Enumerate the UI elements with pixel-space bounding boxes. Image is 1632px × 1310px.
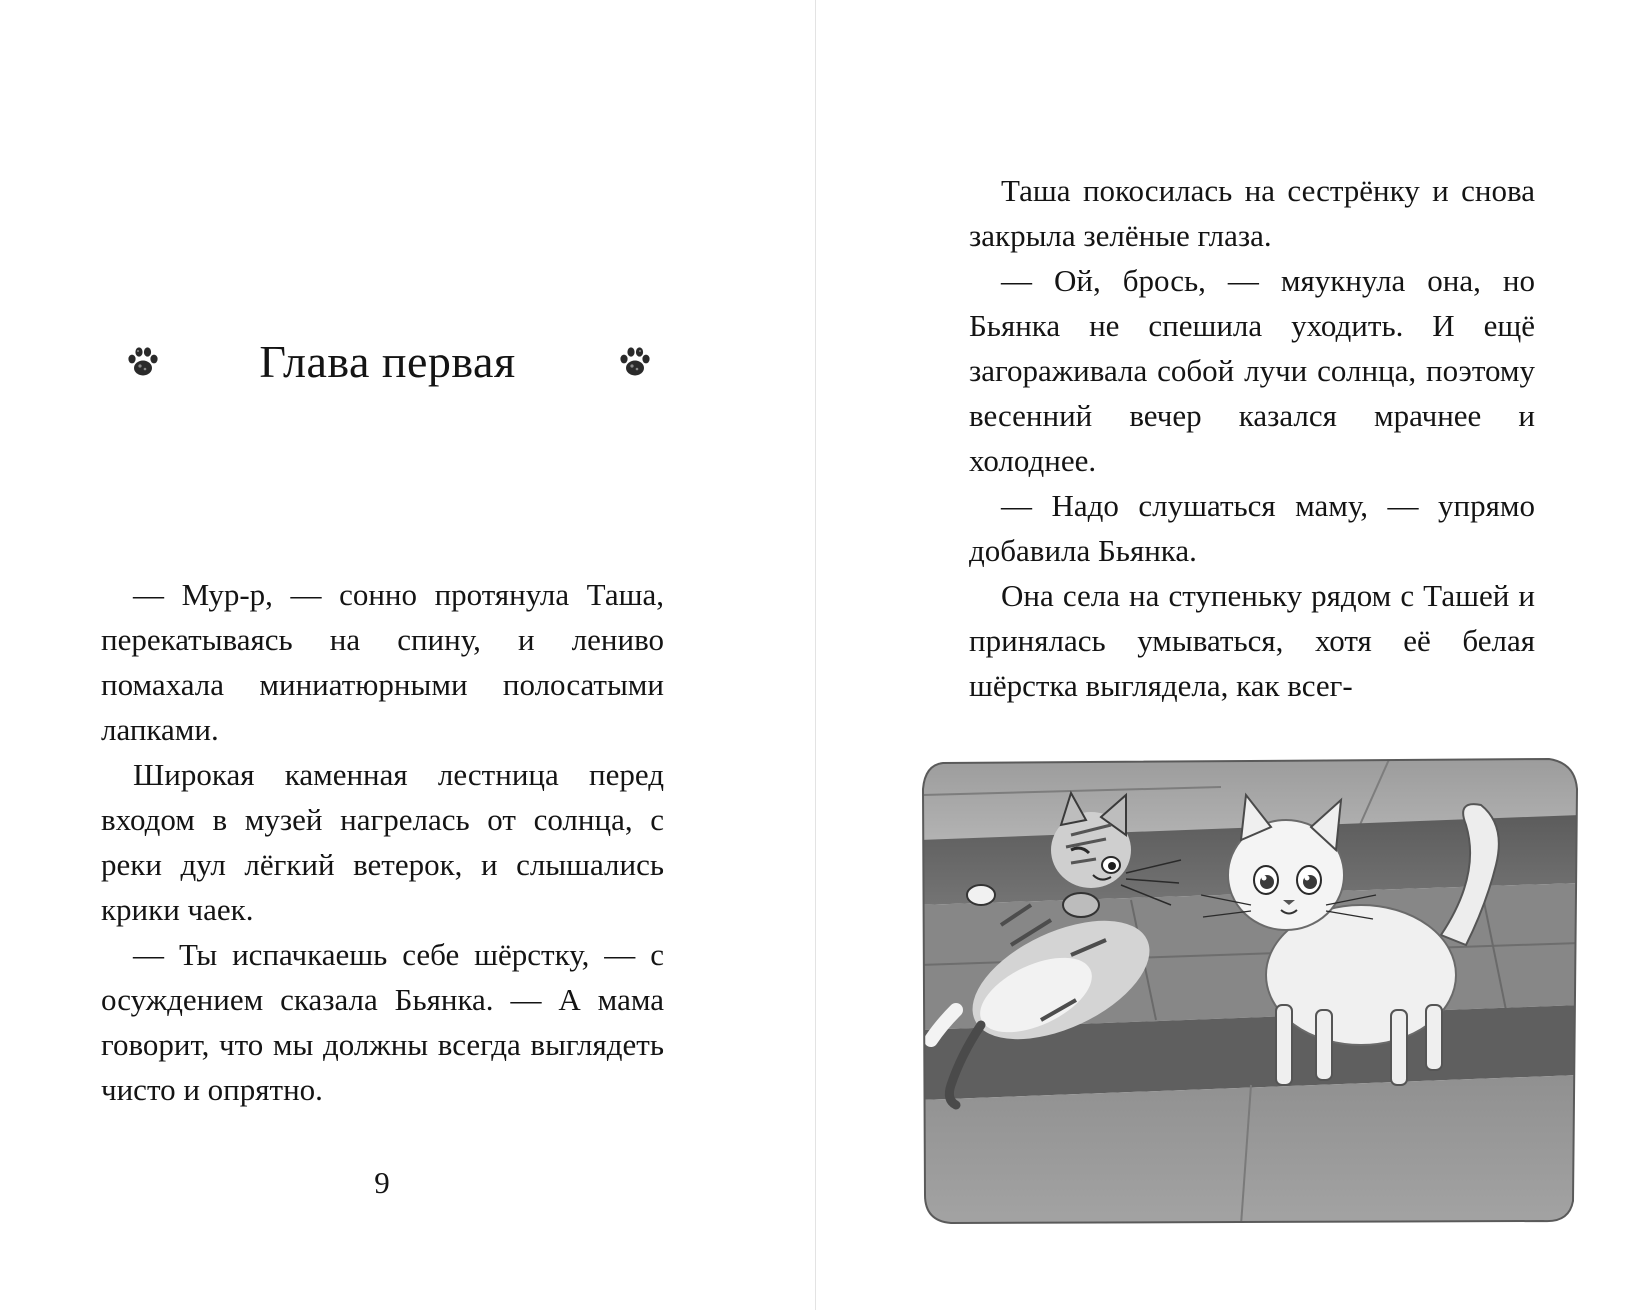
left-page-text (101, 572, 664, 1112)
kittens-illustration (921, 755, 1579, 1225)
kittens-on-steps-image (921, 755, 1579, 1225)
chapter-title: Глава первая (259, 336, 516, 387)
paragraph: Таша покосилась на сестрёнку и снова закрыла зелёные глаза. (969, 173, 1535, 253)
page-number: 9 (374, 1165, 390, 1200)
right-page (816, 0, 1632, 1310)
paragraph: — Надо слушаться маму, — упрямо добавила Бьянка. (969, 488, 1535, 568)
paw-print-icon (123, 342, 163, 382)
paragraph: — Мур-р, — сонно протянула Таша, перекатываясь на спину, и лениво помахала миниатюрными полосатыми лапками. (101, 577, 664, 747)
paragraph: — Ой, брось, — мяукнула она, но Бьянка не спешила уходить. И ещё загораживала собой лучи солнца, поэтому весенний вечер казался мрачнее и холоднее. (969, 263, 1535, 478)
paragraph: Она села на ступеньку рядом с Ташей и принялась умываться, хотя её белая шёрстка выглядела, как всег- (969, 578, 1535, 703)
left-page (0, 0, 815, 1310)
right-page-text (969, 168, 1535, 708)
paragraph: Широкая каменная лестница перед входом в музей нагрелась от солнца, с реки дул лёгкий ветерок, и слышались крики чаек. (101, 757, 664, 927)
chapter-heading (120, 330, 655, 394)
paragraph: — Ты испачкаешь себе шёрстку, — с осуждением сказала Бьянка. — А мама говорит, что мы должны всегда выглядеть чисто и опрятно. (101, 937, 664, 1107)
paw-print-icon (615, 342, 655, 382)
